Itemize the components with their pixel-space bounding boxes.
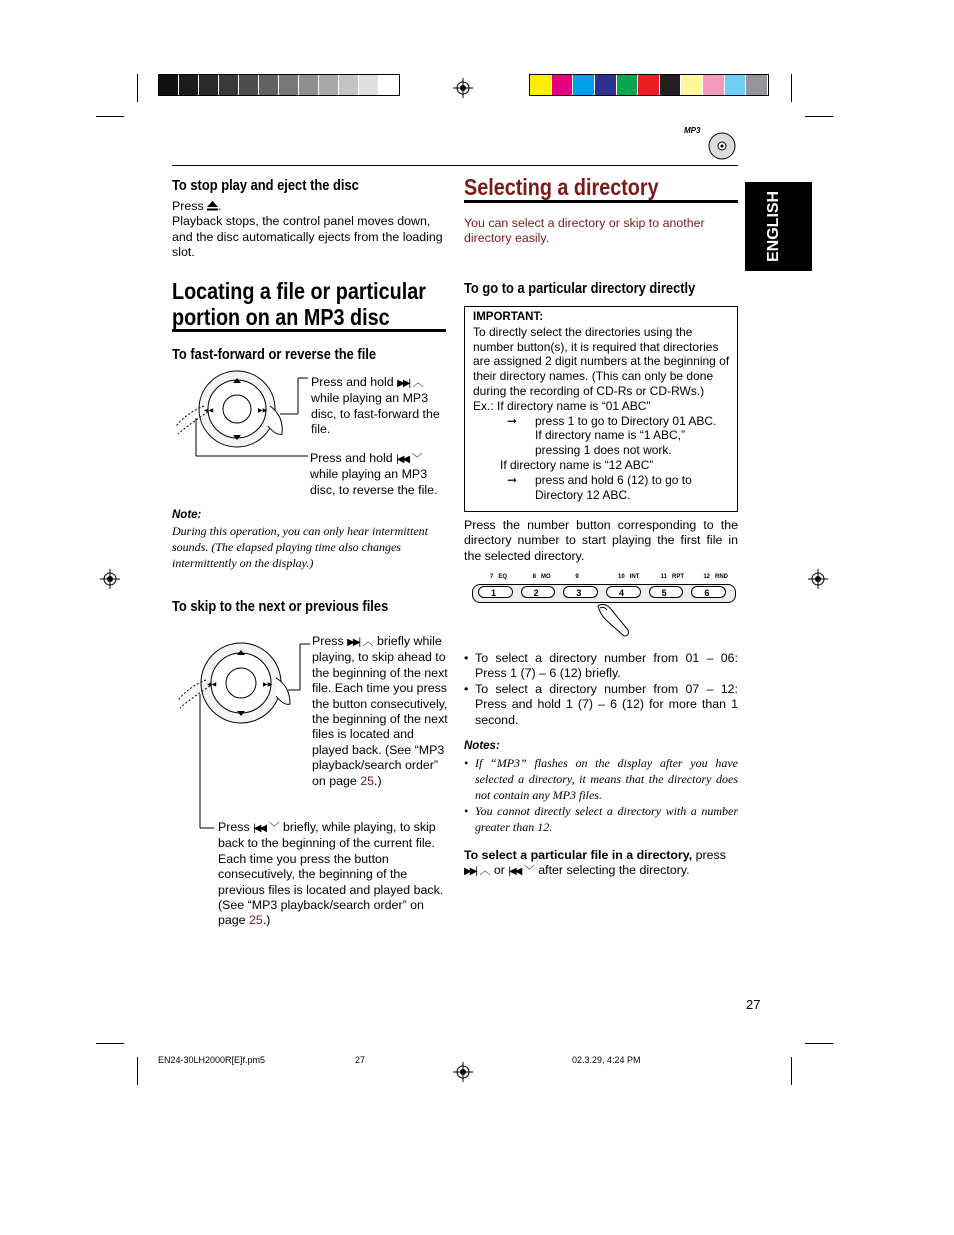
- crop-mark: [137, 1057, 138, 1085]
- footer-file-page: 27: [355, 1055, 366, 1065]
- control-pad-diagram: [170, 368, 310, 460]
- color-swatch: [530, 75, 552, 95]
- registration-mark-icon: [453, 78, 473, 98]
- skip-caption-2-b: briefly, while playing, to skip back to the beginning of the current file. Each time you press the button consecutively, the beginning of the previous files is located and played back. (See “MP3 playback/search order” on page: [218, 820, 444, 928]
- note-2: You cannot directly select a directory with a number greater than 12.: [475, 804, 738, 834]
- notes-list: • If “MP3” flashes on the display after you have selected a directory, it means that the directory does not contain any MP3 files. • You cannot directly select a directory with a number greater than 12.: [464, 756, 738, 834]
- prev-icon: |◀◀: [508, 866, 521, 878]
- particular-end: after selecting the directory.: [538, 863, 690, 878]
- bullet-2: To select a directory number from 07 – 12: Press and hold 1 (7) – 6 (12) for more than 1 second.: [475, 681, 738, 727]
- preset-button-6[interactable]: 6: [691, 586, 726, 598]
- example-2-result: press and hold 6 (12) to go to Directory 12 ABC.: [535, 472, 692, 502]
- particular-file-text: [464, 848, 740, 880]
- chevron-down-icon: ﹀: [411, 453, 423, 465]
- gray-calibration-bar: [158, 74, 400, 96]
- preset-button-2[interactable]: 2: [521, 586, 556, 598]
- skip-caption-2-a: Press: [218, 820, 250, 834]
- gray-swatch: [319, 75, 339, 95]
- eject-icon: [207, 201, 218, 211]
- gray-swatch: [179, 75, 199, 95]
- ff-caption-2-a: Press and hold: [310, 451, 393, 465]
- example-1-result: press 1 to go to Directory 01 ABC.: [535, 413, 717, 428]
- color-calibration-bar: [529, 74, 769, 96]
- crop-mark: [791, 74, 792, 102]
- ff-caption-1-a: Press and hold: [311, 375, 394, 389]
- example-label: Ex.:: [473, 398, 494, 413]
- arrow-right-icon: ➞: [507, 472, 518, 487]
- skip-caption-1-a: Press: [312, 634, 344, 648]
- registration-mark-icon: [453, 1062, 473, 1082]
- press-number-text: Press the number button corresponding to the directory number to start playing the first file in the selected directory.: [464, 518, 738, 563]
- gray-swatch: [339, 75, 359, 95]
- gray-swatch: [259, 75, 279, 95]
- ff-caption-1-b: while playing an MP3 disc, to fast-forward the file.: [311, 391, 440, 437]
- crop-mark: [805, 1043, 833, 1044]
- skip-caption-2: [218, 820, 448, 929]
- gray-swatch: [279, 75, 299, 95]
- stop-press-label: Press: [172, 199, 204, 213]
- selecting-intro: You can select a directory or skip to another directory easily.: [464, 216, 705, 246]
- particular-rest: press: [695, 848, 726, 862]
- page-number: 27: [746, 997, 761, 1012]
- color-swatch: [746, 75, 768, 95]
- locating-heading-line1: Locating a file or particular: [172, 278, 426, 304]
- crop-mark: [96, 116, 124, 117]
- svg-text:▶▶: ▶▶: [263, 682, 273, 688]
- preset-button-top-label: 9: [575, 574, 579, 580]
- bullet-list: • To select a directory number from 01 – 06: Press 1 (7) – 6 (12) briefly. • To select a directory number from 07 – 12: Press and hold 1 (7) – 6 (12) for more than 1 second.: [464, 651, 738, 727]
- control-pad-diagram: [172, 638, 312, 834]
- registration-mark-icon: [808, 569, 828, 589]
- top-rule: [172, 165, 738, 166]
- disc-icon: [708, 132, 736, 160]
- stop-section: Press . Playback stops, the control panel moves down, and the disc automatically ejects from the loading slot.: [172, 199, 447, 261]
- preset-button-4[interactable]: 4: [606, 586, 641, 598]
- important-label: IMPORTANT:: [473, 311, 544, 323]
- prev-icon: |◀◀: [396, 454, 409, 465]
- language-tab-label: ENGLISH: [765, 190, 782, 262]
- selecting-heading: Selecting a directory: [464, 174, 659, 200]
- color-swatch: [638, 75, 660, 95]
- preset-button-5[interactable]: 5: [649, 586, 684, 598]
- arrow-right-icon: ➞: [507, 413, 518, 428]
- ff-caption-1: [311, 375, 449, 438]
- svg-text:◀◀: ◀◀: [204, 408, 214, 414]
- footer-file-name: EN24-30LH2000R[E]f.pm5: [158, 1055, 266, 1065]
- chevron-up-icon: ︿: [362, 636, 374, 648]
- preset-button-1[interactable]: 1: [478, 586, 513, 598]
- example-1-note: If directory name is “1 ABC,” pressing 1 does not work.: [535, 428, 686, 458]
- chevron-down-icon: ﹀: [523, 865, 535, 878]
- ff-note-label: Note:: [172, 509, 202, 521]
- color-swatch: [703, 75, 725, 95]
- example-2: If directory name is “12 ABC”: [500, 457, 654, 472]
- language-tab: [745, 182, 812, 271]
- skip-caption-1-b: briefly while playing, to skip ahead to the beginning of the next file. Each time you press the button consecutively, the beginning of the next files is located and played back. (See “MP3 playback/search order” on page: [312, 634, 448, 788]
- mp3-badge: [684, 124, 740, 160]
- preset-button-top-label: 7 EQ: [490, 574, 508, 580]
- chevron-down-icon: ﹀: [268, 822, 280, 834]
- ff-note-body: During this operation, you can only hear intermittent sounds. (The elapsed playing time also changes intermittently on the display.): [172, 524, 428, 570]
- svg-text:▶▶: ▶▶: [258, 408, 268, 414]
- color-swatch: [660, 75, 682, 95]
- skip-caption-2-end: .): [262, 913, 271, 928]
- bullet-1: To select a directory number from 01 – 06: Press 1 (7) – 6 (12) briefly.: [475, 651, 738, 681]
- crop-mark: [137, 74, 138, 102]
- next-icon: ▶▶|: [464, 866, 476, 878]
- important-body: To directly select the directories using the number button(s), it is required that directories are assigned 2 digit numbers at the beginning of their directory names. (This can only be done during the recording of CD-Rs or CD-RWs.): [473, 324, 730, 398]
- particular-or: or: [493, 863, 505, 878]
- gray-swatch: [159, 75, 179, 95]
- preset-button-3[interactable]: 3: [563, 586, 598, 598]
- locating-rule: [172, 329, 446, 332]
- gray-swatch: [199, 75, 219, 95]
- preset-button-top-label: 8 MO: [532, 574, 551, 580]
- crop-mark: [791, 1057, 792, 1085]
- ff-caption-2-b: while playing an MP3 disc, to reverse the file.: [310, 467, 438, 497]
- skip-caption-2-page: 25: [249, 913, 263, 928]
- mp3-badge-label: MP3: [684, 126, 701, 135]
- selecting-rule: [464, 200, 738, 203]
- footer-timestamp: 02.3.29, 4:24 PM: [572, 1055, 641, 1065]
- gray-swatch: [299, 75, 319, 95]
- example-1: If directory name is “01 ABC”: [497, 398, 651, 413]
- skip-caption-1-end: .): [374, 773, 382, 788]
- color-swatch: [573, 75, 595, 95]
- next-chevron-up-icon: ▶▶|: [397, 378, 410, 389]
- chevron-up-icon: ︿: [412, 377, 424, 389]
- crop-mark: [96, 1043, 124, 1044]
- color-swatch: [725, 75, 747, 95]
- prev-icon: |◀◀: [253, 823, 266, 834]
- chevron-up-icon: ︿: [479, 865, 491, 878]
- number-buttons-panel: [472, 574, 736, 636]
- particular-bold: To select a particular file in a directory,: [464, 848, 693, 862]
- color-swatch: [552, 75, 574, 95]
- preset-button-top-label: 11 RPT: [660, 574, 684, 580]
- color-swatch: [595, 75, 617, 95]
- skip-caption-1-page: 25: [360, 773, 375, 788]
- notes-label: Notes:: [464, 740, 500, 752]
- gray-swatch: [359, 75, 379, 95]
- stop-body: Playback stops, the control panel moves down, and the disc automatically ejects from the loading slot.: [172, 214, 443, 260]
- preset-button-top-label: 12 RND: [703, 574, 729, 580]
- gray-swatch: [379, 75, 399, 95]
- finger-icon: [594, 602, 634, 638]
- crop-mark: [805, 116, 833, 117]
- ff-heading: To fast-forward or reverse the file: [172, 346, 377, 363]
- locating-heading: [172, 278, 426, 330]
- preset-button-top-label: 10 INT: [618, 574, 640, 580]
- gray-swatch: [219, 75, 239, 95]
- locating-heading-line2: portion on an MP3 disc: [172, 304, 390, 330]
- skip-heading: To skip to the next or previous files: [172, 598, 389, 615]
- direct-heading: To go to a particular directory directly: [464, 280, 696, 297]
- gray-swatch: [239, 75, 259, 95]
- note-1: If “MP3” flashes on the display after you have selected a directory, it means that the directory does not contain any MP3 files.: [475, 756, 738, 802]
- stop-heading: To stop play and eject the disc: [172, 177, 359, 194]
- important-box: [464, 306, 738, 512]
- ff-caption-2: [310, 451, 448, 498]
- svg-text:◀◀: ◀◀: [207, 682, 217, 688]
- color-swatch: [617, 75, 639, 95]
- color-swatch: [681, 75, 703, 95]
- registration-mark-icon: [100, 569, 120, 589]
- skip-caption-1: [312, 634, 448, 789]
- next-icon: ▶▶|: [347, 637, 360, 648]
